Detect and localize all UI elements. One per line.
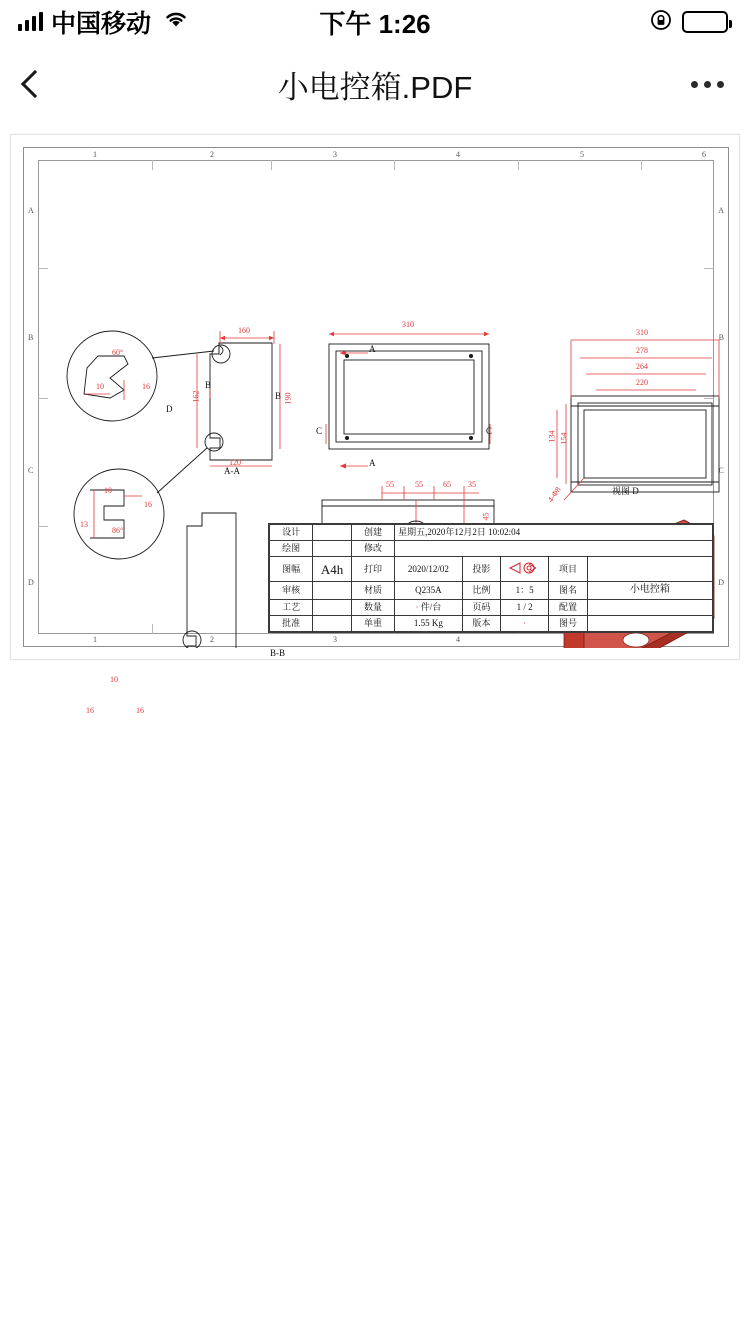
projection-symbol-icon [501, 557, 549, 581]
carrier-label: 中国移动 [51, 10, 152, 38]
col-tick-2: 2 [210, 150, 214, 159]
signal-bars-icon [18, 13, 43, 31]
tb-value-project [587, 557, 712, 581]
tb-value-created: 星期五,2020年12月2日 10:02:04 [395, 525, 713, 541]
tb-value-modified [395, 541, 713, 557]
more-ellipsis-icon [704, 81, 711, 88]
title-block-row [270, 599, 713, 615]
col-tick-3: 3 [333, 150, 337, 159]
row-tick-right-b: B [718, 333, 724, 342]
title-block-row [270, 541, 713, 557]
tb-label-project: 项目 [549, 557, 588, 581]
tb-label-drawingno: 图号 [549, 615, 588, 631]
drawing-sheet [23, 147, 729, 715]
quantity-unit: 件/台 [420, 601, 442, 612]
title-block-row [270, 615, 713, 631]
dim-45: 45 [481, 512, 491, 521]
dim-4-phi8: 4-Φ8 [545, 485, 563, 504]
dim-10-a: 10 [96, 382, 104, 391]
dim-310-viewd: 310 [636, 328, 648, 337]
tb-value-process [313, 599, 352, 615]
tb-label-page: 页码 [462, 599, 501, 615]
tb-label-created: 创建 [351, 525, 394, 541]
tb-label-config: 配置 [549, 599, 588, 615]
title-block-row [270, 557, 713, 581]
dim-13: 13 [80, 520, 88, 529]
dim-160: 160 [238, 326, 250, 335]
dim-10-c: 10 [110, 675, 118, 684]
tb-label-scale: 比例 [462, 581, 501, 599]
chevron-left-icon [21, 70, 49, 98]
dim-55-b: 55 [415, 480, 423, 489]
dim-190: 190 [283, 392, 293, 405]
dim-35: 35 [468, 480, 476, 489]
tb-label-weight: 单重 [351, 615, 394, 631]
col-tick-6: 6 [702, 150, 706, 159]
tb-value-quantity [395, 599, 462, 615]
section-mark-a-bottom: A [369, 458, 376, 468]
tb-value-config [587, 599, 712, 615]
dim-278: 278 [636, 346, 648, 355]
tb-label-modified: 修改 [351, 541, 394, 557]
col-tick-bottom-2: 2 [210, 635, 214, 644]
dim-60deg: 60° [112, 348, 124, 357]
row-tick-right-a: A [718, 206, 724, 215]
section-mark-c-left: C [316, 426, 323, 436]
section-mark-b-right: B [275, 391, 282, 401]
row-tick-right-c: C [718, 466, 724, 475]
view-label-bb: B-B [270, 648, 286, 658]
quantity-mark: · [415, 601, 419, 612]
col-tick-bottom-3: 3 [333, 635, 337, 644]
tb-value-approve [313, 615, 352, 631]
dim-134: 134 [547, 430, 557, 443]
tb-label-check: 审核 [270, 581, 313, 599]
tb-value-scale: 1：5 [501, 581, 549, 599]
wifi-icon [163, 8, 189, 36]
tb-label-projection: 投影 [462, 557, 501, 581]
tb-value-draw [313, 541, 352, 557]
tb-label-design: 设计 [270, 525, 313, 541]
tb-label-drawingname: 图名 [549, 581, 588, 599]
rotation-lock-icon [650, 9, 672, 36]
more-ellipsis-icon [691, 81, 698, 88]
dim-10-b: 10 [104, 486, 112, 495]
tb-label-quantity: 数量 [351, 599, 394, 615]
tb-value-drawingname: 小电控箱 [587, 581, 712, 599]
dim-86deg: 86° [112, 526, 124, 535]
tb-value-page: 1 / 2 [501, 599, 549, 615]
more-options-button[interactable] [691, 44, 724, 124]
tb-label-draw: 绘图 [270, 541, 313, 557]
tb-value-weight: 1.55 Kg [395, 615, 462, 631]
row-tick-right-d: D [718, 578, 724, 587]
tb-value-check [313, 581, 352, 599]
tb-value-design [313, 525, 352, 541]
navigation-bar [0, 44, 750, 124]
col-tick-bottom-4: 4 [456, 635, 460, 644]
col-tick-1: 1 [93, 150, 97, 159]
section-mark-c-right: C [486, 426, 493, 436]
tb-label-print: 打印 [351, 557, 394, 581]
title-block-row [270, 525, 713, 541]
dim-16-c: 16 [86, 706, 94, 715]
title-block [268, 523, 714, 633]
detail-mark-d: D [166, 404, 173, 414]
tb-value-sheetsize: A4h [313, 557, 352, 581]
more-ellipsis-icon [717, 81, 724, 88]
dim-220: 220 [636, 378, 648, 387]
pdf-viewer[interactable] [10, 134, 740, 715]
tb-label-material: 材质 [351, 581, 394, 599]
battery-icon [682, 11, 728, 33]
dim-120: 120 [229, 458, 241, 467]
tb-value-drawingno [587, 615, 712, 631]
dim-55-a: 55 [386, 480, 394, 489]
dim-154: 154 [559, 432, 569, 445]
col-tick-4: 4 [456, 150, 460, 159]
tb-value-version: · [501, 615, 549, 631]
dim-264: 264 [636, 362, 648, 371]
section-mark-a-top: A [369, 344, 376, 354]
dim-65: 65 [443, 480, 451, 489]
dim-310-front: 310 [402, 320, 414, 329]
col-tick-bottom-1: 1 [93, 635, 97, 644]
tb-label-process: 工艺 [270, 599, 313, 615]
page-title: 小电控箱.PDF [277, 69, 473, 105]
status-left [18, 4, 189, 40]
row-tick-a: A [28, 206, 34, 215]
view-label-d: 视图 D [612, 486, 639, 496]
back-button[interactable] [0, 44, 70, 124]
tb-label-version: 版本 [462, 615, 501, 631]
dim-16-a: 16 [142, 382, 150, 391]
tb-label-approve: 批准 [270, 615, 313, 631]
dim-162: 162 [191, 390, 201, 403]
row-tick-c: C [28, 466, 34, 475]
title-block-row [270, 581, 713, 599]
section-mark-b-left: B [205, 380, 212, 390]
row-tick-b: B [28, 333, 34, 342]
status-time: 下午 1:26 [319, 8, 431, 39]
col-tick-5: 5 [580, 150, 584, 159]
dim-16-b: 16 [144, 500, 152, 509]
status-bar [0, 0, 750, 44]
tb-label-sheetsize: 图幅 [270, 557, 313, 581]
row-tick-d: D [28, 578, 34, 587]
dim-16-d: 16 [136, 706, 144, 715]
status-right [650, 9, 728, 36]
tb-value-material: Q235A [395, 581, 462, 599]
view-label-aa: A-A [224, 466, 240, 476]
tb-value-print: 2020/12/02 [395, 557, 462, 581]
